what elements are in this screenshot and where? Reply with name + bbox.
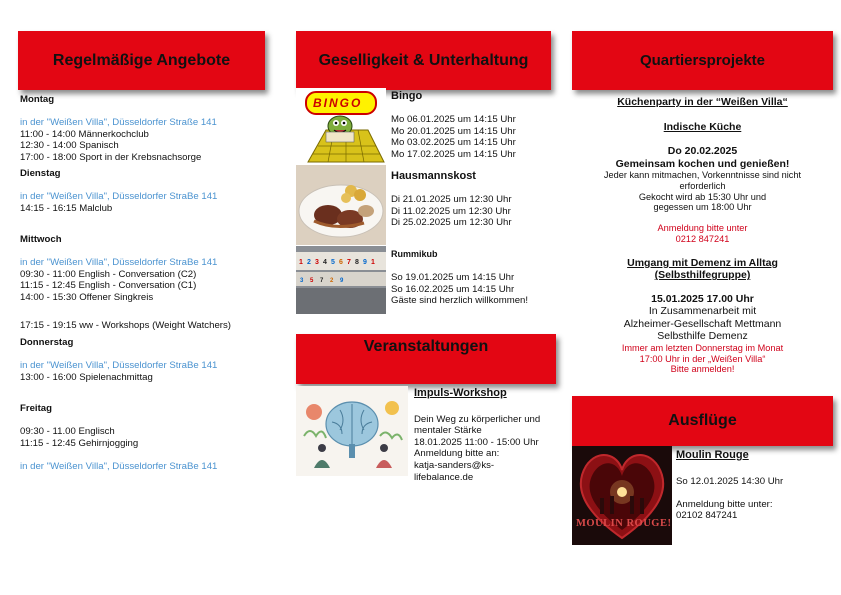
svg-text:3: 3 <box>315 259 319 266</box>
schedule-tuesday <box>20 168 217 214</box>
event-subtitle: Gemeinsam kochen und genießen! <box>615 157 790 170</box>
day-label: Donnerstag <box>20 337 74 348</box>
svg-text:1: 1 <box>299 259 303 266</box>
rummikub-section <box>391 249 528 307</box>
location-text: in der "Weißen Villa", Düsseldorfer StraBe 141 <box>20 257 218 269</box>
moulin-date: So 12.01.2025 14:30 Uhr <box>676 475 784 487</box>
header-ausfluege <box>572 396 833 446</box>
moulin-title: Moulin Rouge <box>676 449 749 461</box>
schedule-item: 09:30 - 11.00 Englisch <box>20 426 115 438</box>
hausmannskost-title: Hausmannskost <box>391 170 476 182</box>
header-title: Regelmäßige Angebote <box>52 51 231 69</box>
bingo-section <box>391 91 516 161</box>
schedule-wednesday <box>20 234 231 332</box>
moulin-phone: 02102 847241 <box>676 510 738 522</box>
rummikub-title: Rummikub <box>391 249 438 259</box>
demenz-title-line: (Selbsthilfegruppe) <box>654 269 751 282</box>
svg-text:7: 7 <box>347 259 351 266</box>
demenz-title-line: Umgang mit Demenz im Alltag <box>627 256 778 269</box>
location-text: in der "Weißen Villa", Düsseldorfer StraBe 141 <box>20 360 218 372</box>
header-title: Veranstaltungen <box>363 338 489 355</box>
event-date: Do 20.02.2025 <box>667 145 738 157</box>
date-item: So 19.01.2025 um 14:15 Uhr <box>391 272 515 284</box>
header-title: Geselligkeit & Unterhaltung <box>318 51 529 69</box>
workshop-email: lifebalance.de <box>414 471 474 483</box>
schedule-monday <box>20 94 217 164</box>
info-line: Gekocht wird ab 15:30 Uhr und <box>638 191 767 202</box>
schedule-item: 17:00 - 18:00 Sport in der Krebsnachsorge <box>20 151 202 163</box>
day-label: Dienstag <box>20 168 61 179</box>
schedule-item: 11:15 - 12:45 English - Conversation (C1) <box>20 280 197 292</box>
schedule-thursday <box>20 337 217 383</box>
workshop-section <box>414 388 540 483</box>
header-veranstaltungen <box>296 334 556 384</box>
date-item: So 16.02.2025 um 14:15 Uhr <box>391 283 515 295</box>
schedule-item: 14:00 - 15:30 Offener Singkreis <box>20 291 154 303</box>
demenz-note-line: 17:00 Uhr in der „Weißen Villa“ <box>639 353 766 364</box>
header-regelmaessige-angebote <box>18 31 265 90</box>
date-item: Mo 17.02.2025 um 14:15 Uhr <box>391 148 516 160</box>
demenz-note-line: Immer am letzten Donnerstag im Monat <box>621 342 784 353</box>
info-line: gegessen um 18:00 Uhr <box>653 202 752 213</box>
kuechenparty-title: Küchenparty in der “Weißen Villa“ <box>617 96 788 108</box>
day-label: Freitag <box>20 403 52 414</box>
demenz-info <box>572 305 833 343</box>
demenz-date: 15.01.2025 17.00 Uhr <box>651 292 754 305</box>
demenz-info-line: Selbsthilfe Demenz <box>657 330 748 343</box>
date-item: Mo 06.01.2025 um 14:15 Uhr <box>391 114 516 126</box>
indische-kueche-title: Indische Küche <box>663 120 742 133</box>
svg-text:2: 2 <box>330 278 334 284</box>
day-label: Montag <box>20 94 55 105</box>
demenz-note-line: Bitte anmelden! <box>670 364 735 375</box>
svg-text:8: 8 <box>355 259 359 266</box>
svg-text:5: 5 <box>331 259 335 266</box>
bingo-image-text: BINGO <box>313 96 363 110</box>
guest-note: Gäste sind herzlich willkommen! <box>391 295 529 307</box>
bingo-illustration <box>296 88 386 164</box>
moulin-rouge-section <box>676 450 783 522</box>
workshop-line: mentaler Stärke <box>414 425 482 437</box>
schedule-item: 17:15 - 19:15 ww - Workshops (Weight Watchers) <box>20 320 231 332</box>
anmeldung-line: Anmeldung bitte unter <box>657 223 748 234</box>
header-title: Ausflüge <box>668 412 737 429</box>
workshop-email: katja-sanders@ks- <box>414 459 495 471</box>
quartier-content <box>572 94 833 375</box>
header-title: Quartiersprojekte <box>639 52 766 69</box>
date-item: Mo 20.01.2025 um 14:15 Uhr <box>391 125 516 137</box>
demenz-info-line: Alzheimer-Gesellschaft Mettmann <box>623 317 782 330</box>
info-line: Jeder kann mitmachen, Vorkenntnisse sind nicht <box>603 170 802 180</box>
schedule-item: 14:15 - 16:15 Malclub <box>20 202 113 214</box>
svg-text:3: 3 <box>300 278 304 284</box>
svg-text:4: 4 <box>323 259 327 266</box>
header-quartiersprojekte <box>572 31 833 90</box>
hausmannskost-section <box>391 171 512 229</box>
svg-text:5: 5 <box>310 278 314 284</box>
moulin-anmeldung: Anmeldung bitte unter: <box>676 498 773 510</box>
location-text: in der "Weißen Villa", Düsseldorfer StraBe 141 <box>20 460 218 472</box>
svg-text:7: 7 <box>320 278 324 284</box>
day-label: Mittwoch <box>20 234 62 245</box>
date-item: Di 11.02.2025 um 12:30 Uhr <box>391 205 511 217</box>
location-text: in der "Weißen Villa", Düsseldorfer Straße 141 <box>20 117 217 129</box>
schedule-item: 11:15 - 12:45 Gehirnjogging <box>20 437 139 449</box>
workshop-title: Impuls-Workshop <box>414 387 507 399</box>
svg-text:9: 9 <box>340 278 344 284</box>
brain-workshop-illustration <box>296 386 408 476</box>
schedule-item: 09:30 - 11:00 English - Conversation (C2) <box>20 268 197 280</box>
moulin-image-text: MOULIN ROUGE! <box>576 518 672 529</box>
schedule-item: 11:00 - 14:00 Männerkochclub <box>20 128 149 140</box>
location-text: in der "Weißen Villa", Düsseldorfer StraBe 141 <box>20 191 218 203</box>
rummikub-photo <box>296 246 386 314</box>
header-geselligkeit <box>296 31 551 90</box>
date-item: Di 21.01.2025 um 12:30 Uhr <box>391 194 512 206</box>
anmeldung-phone: 0212 847241 <box>675 233 730 244</box>
bingo-title: Bingo <box>391 90 423 102</box>
date-item: Di 25.02.2025 um 12:30 Uhr <box>391 217 512 229</box>
demenz-info-line: In Zusammenarbeit mit <box>648 305 757 318</box>
date-item: Mo 03.02.2025 um 14:15 Uhr <box>391 137 516 149</box>
workshop-line: Anmeldung bitte an: <box>414 448 500 460</box>
workshop-line: Dein Weg zu körperlicher und <box>414 413 541 425</box>
info-line: erforderlich <box>679 180 726 191</box>
workshop-line: 18.01.2025 11:00 - 15:00 Uhr <box>414 436 539 448</box>
moulin-rouge-poster <box>572 446 672 545</box>
schedule-item: 12:30 - 14:00 Spanisch <box>20 140 119 152</box>
schedule-item: 13:00 - 16:00 Spielenachmittag <box>20 371 153 383</box>
demenz-note <box>572 343 833 375</box>
hausmannskost-photo <box>296 165 386 245</box>
svg-text:6: 6 <box>339 259 343 266</box>
svg-text:9: 9 <box>363 259 367 266</box>
schedule-friday <box>20 403 217 473</box>
svg-text:1: 1 <box>371 259 375 266</box>
svg-text:2: 2 <box>307 259 311 266</box>
demenz-title <box>572 257 833 282</box>
